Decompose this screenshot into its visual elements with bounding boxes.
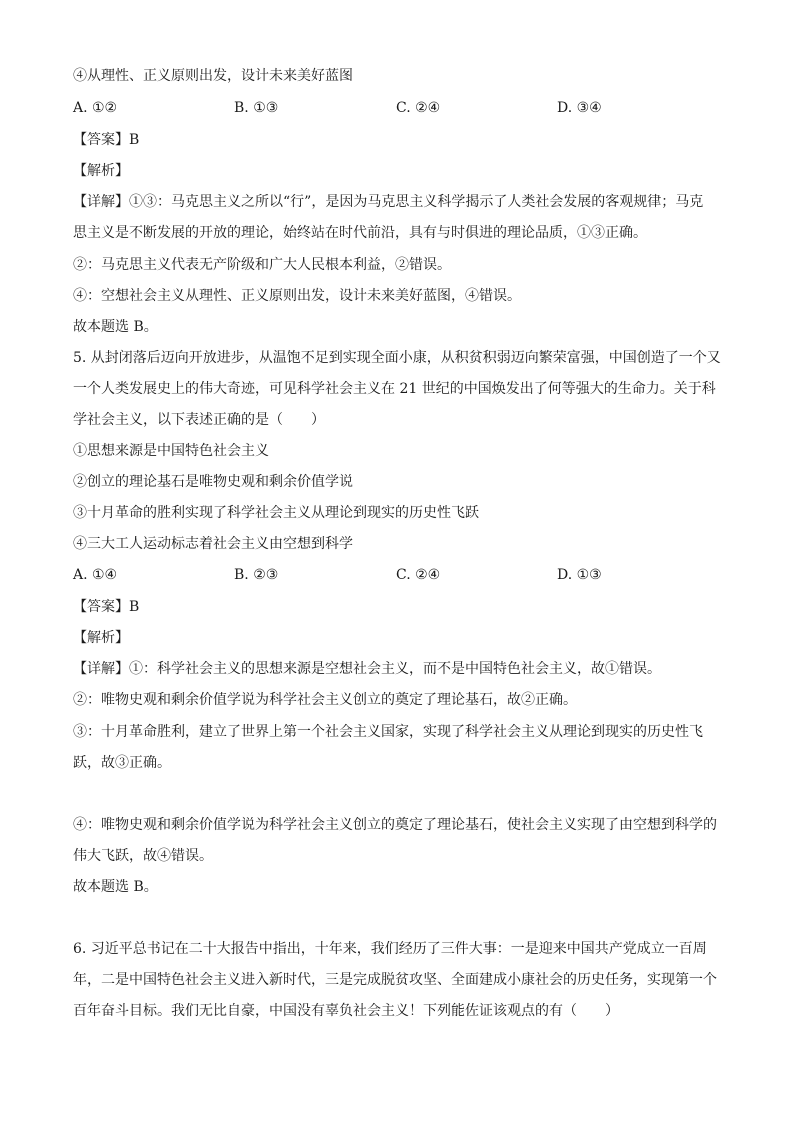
question-stem-line: 5. 从封闭落后迈向开放进步，从温饱不足到实现全面小康，从积贫积弱迈向繁荣富强，中国创造了一个又 [73,350,721,366]
option-item: ①思想来源是中国特色社会主义 [73,443,269,459]
conclusion-line: 故本题选 B。 [73,319,158,335]
detail-line: ②：马克思主义代表无产阶级和广大人民根本利益，②错误。 [73,257,451,273]
question-stem-line: 百年奋斗目标。我们无比自豪，中国没有辜负社会主义！下列能佐证该观点的有（ ） [73,1003,619,1019]
option-item: ④三大工人运动标志着社会主义由空想到科学 [73,536,353,552]
choice-b: B. ②③ [234,567,279,583]
question-stem-line: 一个人类发展史上的伟大奇迹，可见科学社会主义在 21 世纪的中国焕发出了何等强大的生命力。关于科 [73,381,716,397]
question-stem-line: 6. 习近平总书记在二十大报告中指出，十年来，我们经历了三件大事：一是迎来中国共产党成立一百周 [73,941,707,957]
detail-line: 【详解】①：科学社会主义的思想来源是空想社会主义，而不是中国特色社会主义，故①错误。 [73,661,661,677]
analysis-label: 【解析】 [73,163,129,179]
question-stem-line: 年，二是中国特色社会主义进入新时代，三是完成脱贫攻坚、全面建成小康社会的历史任务，实现第一个 [73,972,717,988]
answer-label: 【答案】B [73,599,140,615]
option-item: ②创立的理论基石是唯物史观和剩余价值学说 [73,474,353,490]
detail-line: ③：十月革命胜利，建立了世界上第一个社会主义国家，实现了科学社会主义从理论到现实的历史性飞 [73,724,703,740]
detail-line: 思主义是不断发展的开放的理论，始终站在时代前沿，具有与时俱进的理论品质，①③正确。 [73,225,647,241]
detail-line: 【详解】①③：马克思主义之所以“行”，是因为马克思主义科学揭示了人类社会发展的客观规律；马克 [73,194,704,210]
question-stem-line: 学社会主义，以下表述正确的是（ ） [73,412,325,428]
conclusion-line: 故本题选 B。 [73,879,158,895]
choice-d: D. ①③ [557,567,602,583]
choice-d: D. ③④ [557,100,602,116]
choice-c: C. ②④ [396,567,441,583]
option-item: ③十月革命的胜利实现了科学社会主义从理论到现实的历史性飞跃 [73,505,479,521]
choice-b: B. ①③ [234,100,279,116]
option-item-4: ④从理性、正义原则出发，设计未来美好蓝图 [73,68,353,84]
detail-line: ④：唯物史观和剩余价值学说为科学社会主义创立的奠定了理论基石，使社会主义实现了由空想到科学的 [73,817,717,833]
detail-line: ②：唯物史观和剩余价值学说为科学社会主义创立的奠定了理论基石，故②正确。 [73,692,577,708]
detail-line: 跃，故③正确。 [73,755,171,771]
analysis-label: 【解析】 [73,630,129,646]
choice-c: C. ②④ [396,100,441,116]
choice-a: A. ①② [73,100,118,116]
answer-label: 【答案】B [73,132,140,148]
detail-line: 伟大飞跃，故④错误。 [73,848,213,864]
choice-a: A. ①④ [73,567,118,583]
detail-line: ④：空想社会主义从理性、正义原则出发，设计未来美好蓝图，④错误。 [73,288,521,304]
